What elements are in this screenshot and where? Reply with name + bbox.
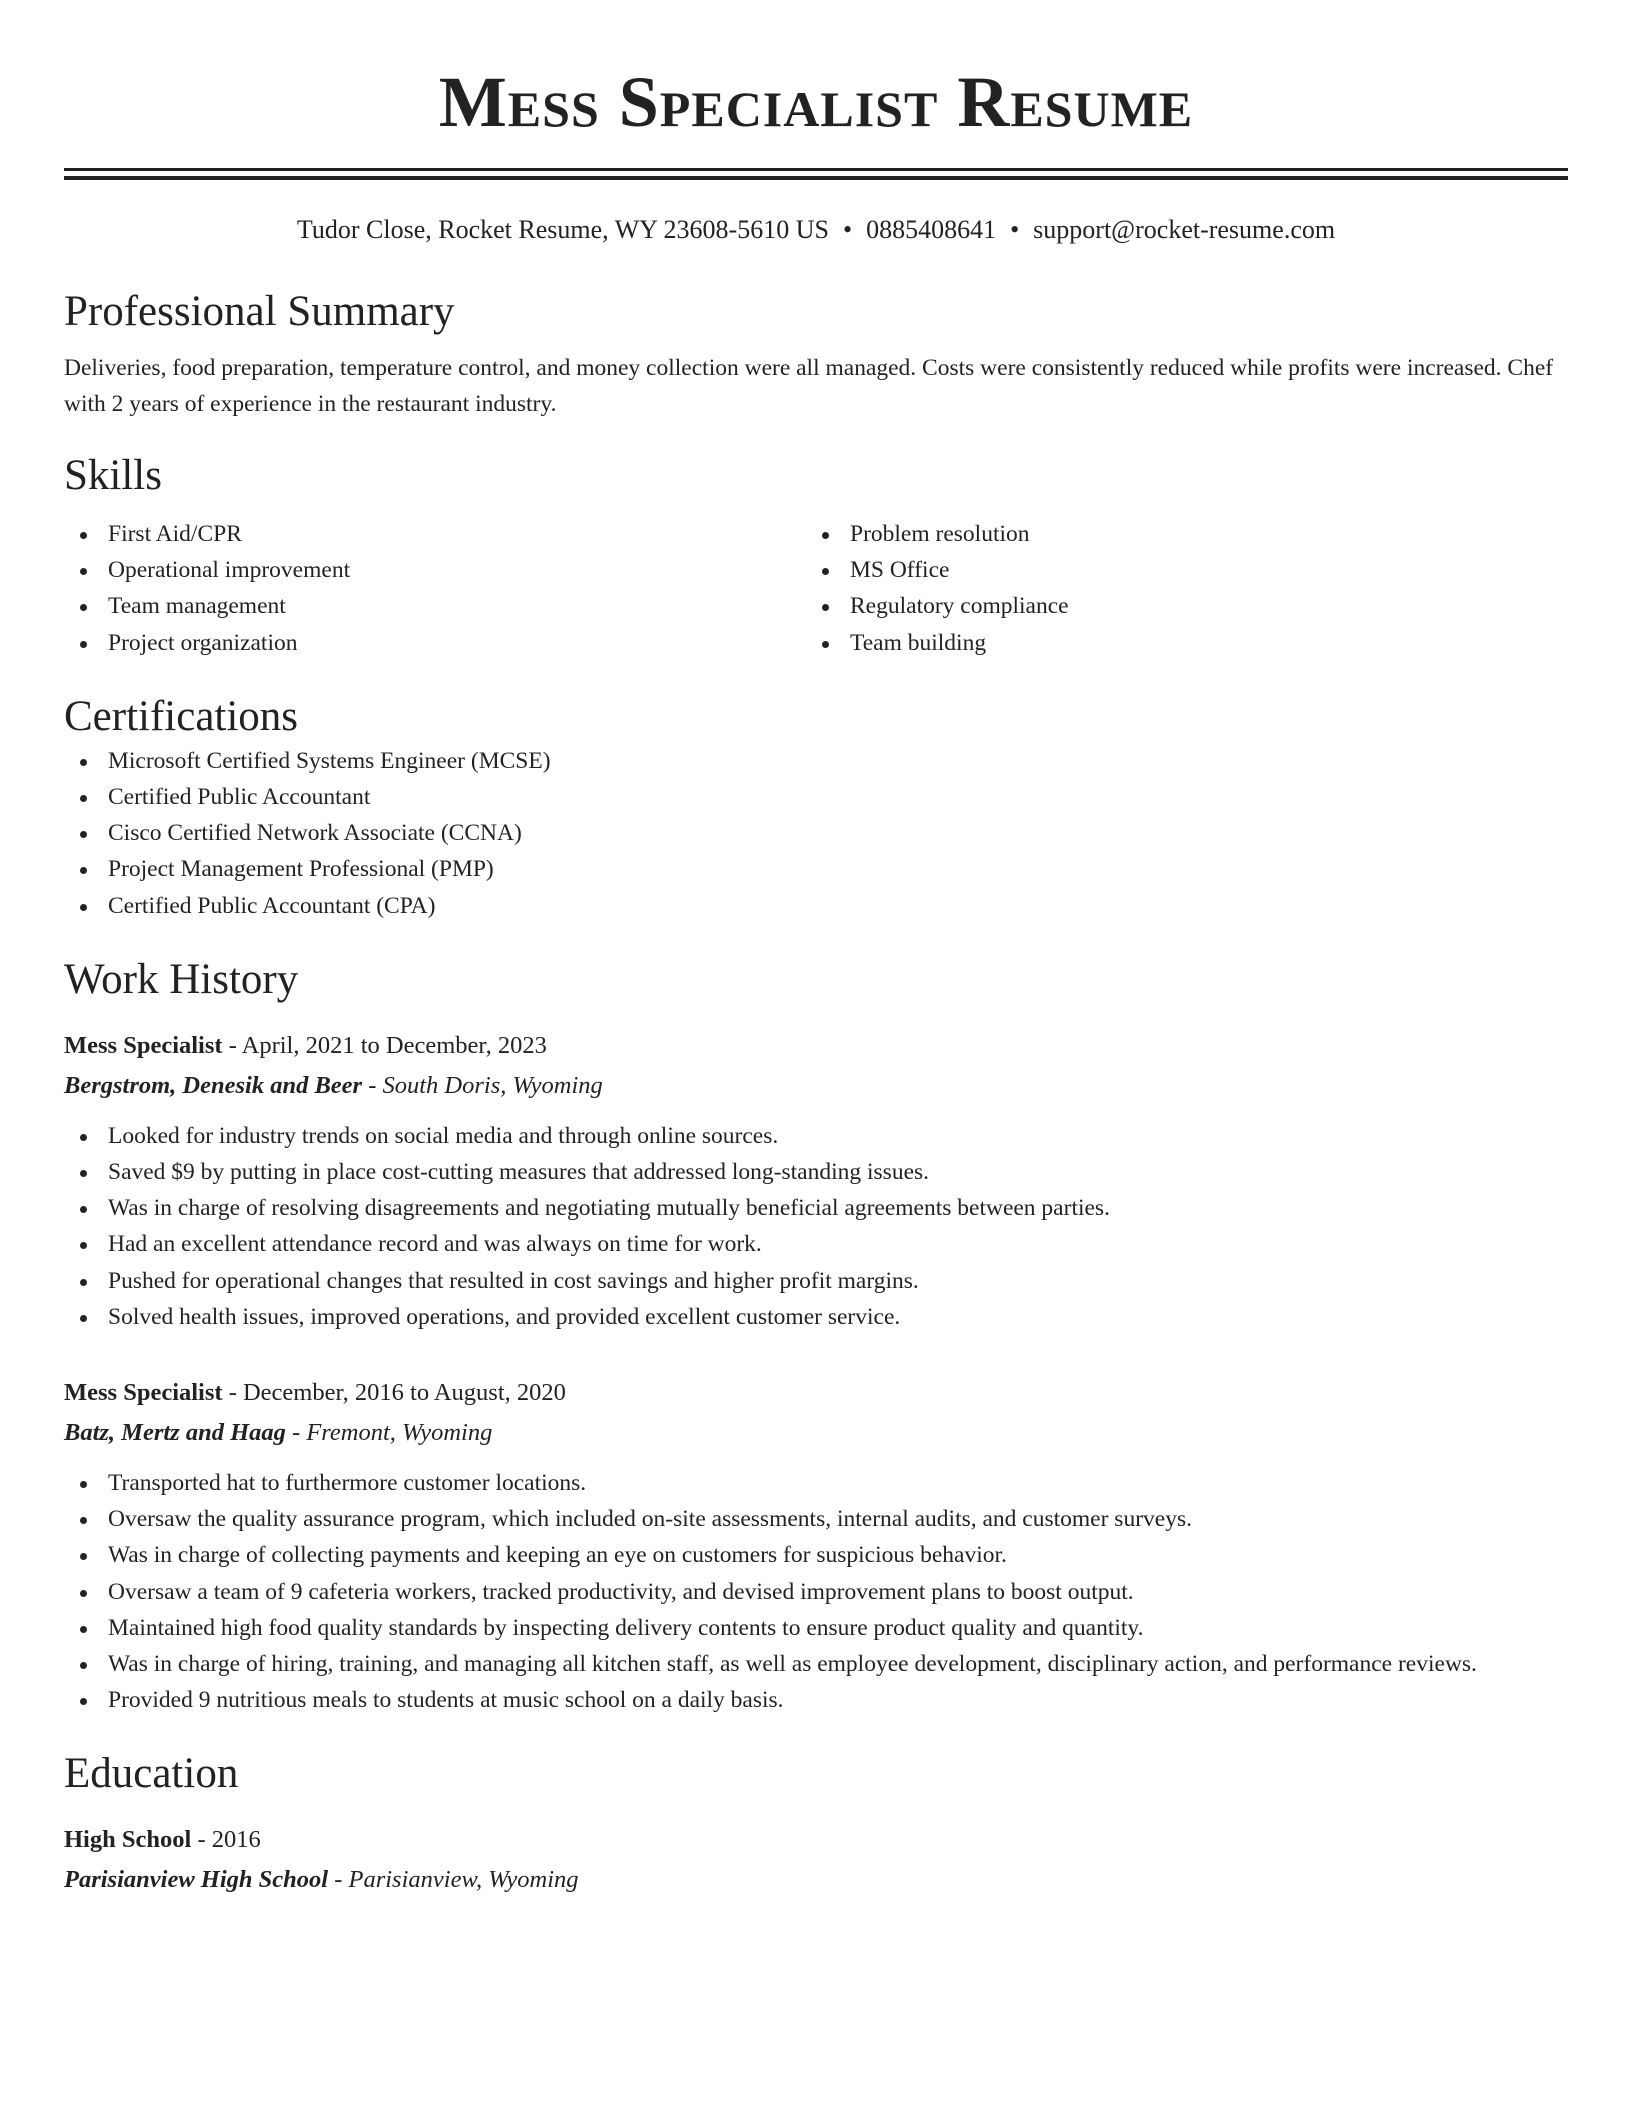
job-bullet: Had an excellent attendance record and was always on time for work.: [64, 1226, 1568, 1262]
title-divider: [64, 168, 1568, 180]
education-degree: High School: [64, 1826, 192, 1854]
job-company: Batz, Mertz and Haag: [64, 1419, 286, 1447]
certification-item: Certified Public Accountant (CPA): [64, 888, 1568, 924]
education-heading: Education: [64, 1750, 239, 1798]
job-entry: [64, 1373, 1568, 1718]
job-bullet: Pushed for operational changes that resulted in cost savings and higher profit margins.: [64, 1263, 1568, 1299]
certification-item: Project Management Professional (PMP): [64, 851, 1568, 887]
work-history-heading: Work History: [64, 955, 299, 1003]
skill-item: Regulatory compliance: [806, 588, 1548, 624]
job-bullet: Was in charge of resolving disagreements and negotiating mutually beneficial agreements between parties.: [64, 1190, 1568, 1226]
skill-item: Operational improvement: [64, 552, 806, 588]
job-bullets: [64, 1465, 1568, 1718]
job-title-line: [64, 1026, 1568, 1066]
job-bullet: Was in charge of hiring, training, and managing all kitchen staff, as well as employee development, disciplinary action, and performance reviews.: [64, 1646, 1568, 1682]
job-dates: - April, 2021 to December, 2023: [222, 1031, 547, 1059]
summary-text: Deliveries, food preparation, temperature control, and money collection were all managed. Costs were consistently reduced while profits were increased. Chef with 2 years of experience in the restaurant industry.: [64, 355, 1554, 417]
job-company-line: [64, 1066, 1568, 1106]
education-entry: [64, 1820, 1568, 1900]
job-bullet: Was in charge of collecting payments and keeping an eye on customers for suspicious behavior.: [64, 1537, 1568, 1573]
certifications-heading: Certifications: [64, 692, 299, 740]
education-section: [64, 1748, 1568, 1900]
education-school-line: [64, 1860, 1568, 1900]
contact-line: [64, 214, 1568, 246]
skills-left-column: [64, 516, 806, 661]
job-bullet: Provided 9 nutritious meals to students at music school on a daily basis.: [64, 1682, 1568, 1718]
job-title: Mess Specialist: [64, 1379, 223, 1407]
job-bullets: [64, 1118, 1568, 1335]
job-dates: - December, 2016 to August, 2020: [222, 1379, 566, 1407]
skill-item: MS Office: [806, 552, 1548, 588]
summary-section: [64, 286, 1568, 422]
job-bullet: Maintained high food quality standards by inspecting delivery contents to ensure product quality and quantity.: [64, 1610, 1568, 1646]
education-year: - 2016: [191, 1826, 261, 1854]
skills-right-column: [806, 516, 1548, 661]
contact-email: support@rocket-resume.com: [1033, 215, 1336, 244]
job-company-line: [64, 1413, 1568, 1453]
contact-separator: •: [842, 215, 853, 244]
job-entry: [64, 1026, 1568, 1335]
skill-item: Team management: [64, 588, 806, 624]
job-bullet: Oversaw the quality assurance program, which included on-site assessments, internal audits, and customer surveys.: [64, 1501, 1568, 1537]
job-company: Bergstrom, Denesik and Beer: [64, 1071, 363, 1099]
certification-item: Cisco Certified Network Associate (CCNA): [64, 815, 1568, 851]
certifications-section: [64, 691, 1568, 924]
job-bullet: Transported hat to furthermore customer locations.: [64, 1465, 1568, 1501]
contact-phone: 0885408641: [866, 215, 997, 244]
skill-item: Problem resolution: [806, 516, 1548, 552]
job-bullet: Solved health issues, improved operations, and provided excellent customer service.: [64, 1299, 1568, 1335]
skills-heading: Skills: [64, 452, 162, 499]
summary-heading: Professional Summary: [64, 288, 455, 335]
contact-separator: •: [1010, 215, 1020, 244]
skill-item: Project organization: [64, 625, 806, 661]
job-location: - Fremont, Wyoming: [285, 1419, 493, 1447]
skills-section: [64, 450, 1568, 661]
certification-item: Microsoft Certified Systems Engineer (MCSE): [64, 743, 1568, 779]
job-location: - South Doris, Wyoming: [362, 1071, 603, 1099]
work-history-section: [64, 954, 1568, 1719]
certifications-list: [64, 743, 1568, 924]
job-title: Mess Specialist: [64, 1031, 223, 1059]
education-school: Parisianview High School: [64, 1866, 329, 1894]
education-location: - Parisianview, Wyoming: [328, 1866, 579, 1894]
job-title-line: [64, 1373, 1568, 1413]
skill-item: First Aid/CPR: [64, 516, 806, 552]
skill-item: Team building: [806, 625, 1548, 661]
certification-item: Certified Public Accountant: [64, 779, 1568, 815]
resume-title: Mess Specialist Resume: [438, 62, 1194, 142]
education-degree-line: [64, 1820, 1568, 1860]
job-bullet: Looked for industry trends on social media and through online sources.: [64, 1118, 1568, 1154]
skills-grid: [64, 516, 1568, 661]
job-bullet: Saved $9 by putting in place cost-cutting measures that addressed long-standing issues.: [64, 1154, 1568, 1190]
contact-address: Tudor Close, Rocket Resume, WY 23608-5610 US: [296, 215, 829, 244]
job-bullet: Oversaw a team of 9 cafeteria workers, tracked productivity, and devised improvement plans to boost output.: [64, 1574, 1568, 1610]
